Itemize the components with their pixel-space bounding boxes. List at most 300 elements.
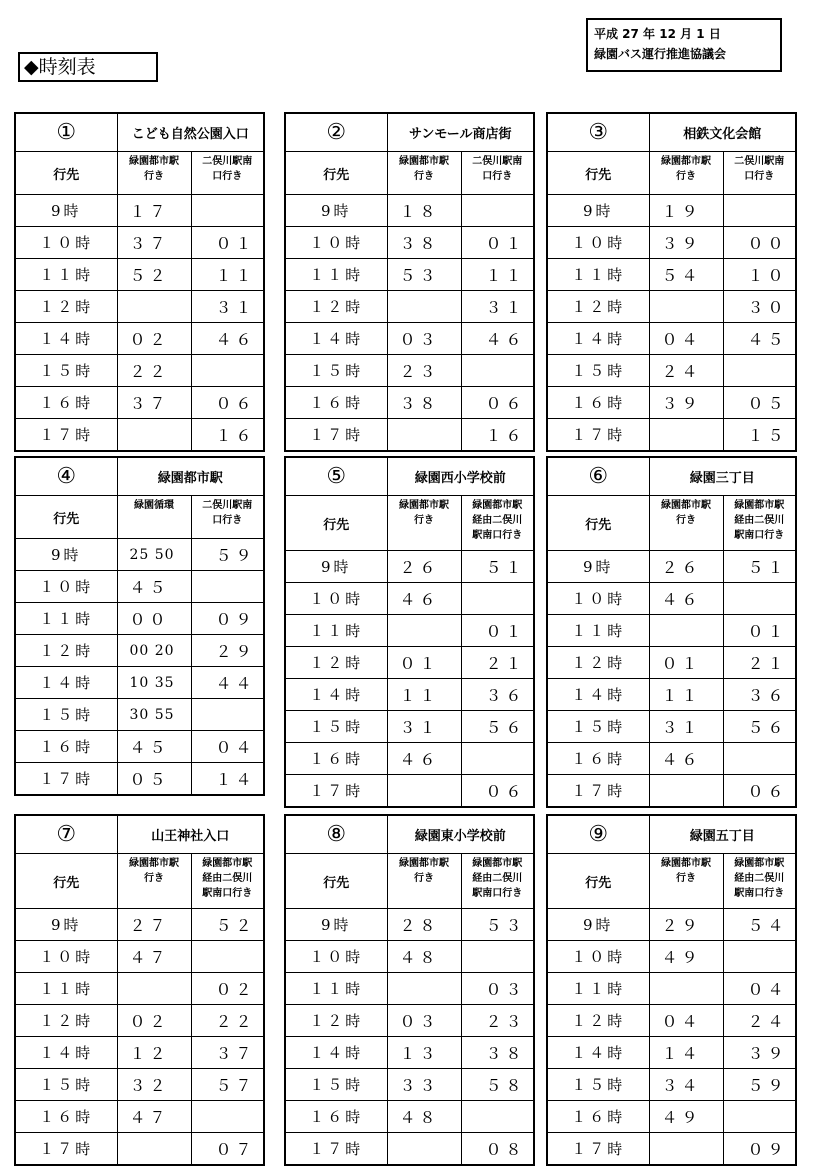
hour-cell: １６時	[547, 387, 649, 419]
minute-cell: １１	[387, 679, 461, 711]
stop-name: こども自然公園入口	[117, 113, 264, 152]
minute-cell: ２８	[387, 909, 461, 941]
table-row	[15, 539, 264, 571]
minute-cell: ３１	[461, 291, 534, 323]
page-title: ◆時刻表	[18, 52, 158, 82]
hour-cell: 9時	[15, 539, 117, 571]
table-row	[285, 551, 534, 583]
minute-cell	[723, 195, 796, 227]
hour-cell: １５時	[547, 1069, 649, 1101]
hour-cell: １１時	[285, 973, 387, 1005]
minute-cell: ０３	[387, 323, 461, 355]
table-row	[15, 763, 264, 796]
hour-cell: １０時	[15, 227, 117, 259]
minute-cell	[117, 1133, 191, 1166]
minute-cell	[461, 583, 534, 615]
table-row	[547, 711, 796, 743]
minute-cell: ５９	[723, 1069, 796, 1101]
hour-cell: １５時	[547, 355, 649, 387]
minute-cell	[461, 941, 534, 973]
table-row	[285, 909, 534, 941]
hour-cell: １４時	[285, 323, 387, 355]
minute-cell: ３０	[723, 291, 796, 323]
minute-cell: ０４	[649, 1005, 723, 1037]
hour-cell: １０時	[285, 583, 387, 615]
minute-cell: ４５	[723, 323, 796, 355]
minute-cell	[723, 743, 796, 775]
hour-cell: １４時	[547, 679, 649, 711]
table-row	[15, 291, 264, 323]
minute-cell	[649, 973, 723, 1005]
minute-cell: ３６	[461, 679, 534, 711]
minute-cell: ２１	[461, 647, 534, 679]
minute-cell: ２９	[191, 635, 264, 667]
minute-cell: ５８	[461, 1069, 534, 1101]
hour-cell: １２時	[285, 647, 387, 679]
hour-cell: １２時	[15, 1005, 117, 1037]
table-row	[15, 973, 264, 1005]
minute-cell: ０２	[117, 323, 191, 355]
table-row	[285, 291, 534, 323]
table-row	[547, 775, 796, 808]
table-row	[285, 1037, 534, 1069]
minute-cell: ０４	[649, 323, 723, 355]
table-row	[547, 291, 796, 323]
table-row	[285, 941, 534, 973]
column-header: 二俣川駅南 口行き	[461, 152, 534, 195]
minute-cell: ４９	[649, 941, 723, 973]
column-header: 緑園都市駅 経由二俣川 駅南口行き	[461, 496, 534, 551]
column-header: 緑園都市駅 行き	[387, 854, 461, 909]
hour-cell: １６時	[15, 387, 117, 419]
minute-cell: ０２	[117, 1005, 191, 1037]
minute-cell: ４６	[191, 323, 264, 355]
minute-cell	[649, 615, 723, 647]
minute-cell: ３３	[387, 1069, 461, 1101]
table-row	[15, 355, 264, 387]
minute-cell: ５２	[117, 259, 191, 291]
table-row	[285, 195, 534, 227]
hour-cell: １６時	[285, 1101, 387, 1133]
minute-cell: ４６	[387, 583, 461, 615]
stop-number: ⑤	[285, 457, 387, 496]
hour-cell: １５時	[15, 699, 117, 731]
table-row	[15, 1037, 264, 1069]
minute-cell: ４６	[461, 323, 534, 355]
issuer-box	[586, 18, 782, 72]
stop-name: サンモール商店街	[387, 113, 534, 152]
minute-cell: ５１	[461, 551, 534, 583]
minute-cell: ０５	[117, 763, 191, 796]
minute-cell	[117, 419, 191, 452]
minute-cell: ５３	[387, 259, 461, 291]
hour-cell: １０時	[547, 583, 649, 615]
minute-cell: １９	[649, 195, 723, 227]
minute-cell: ２３	[461, 1005, 534, 1037]
minute-cell: 10 35	[117, 667, 191, 699]
minute-cell: ３８	[387, 387, 461, 419]
hour-cell: １２時	[547, 291, 649, 323]
minute-cell: ０１	[191, 227, 264, 259]
minute-cell	[191, 941, 264, 973]
minute-cell: ０３	[461, 973, 534, 1005]
hour-cell: １７時	[285, 419, 387, 452]
hour-cell: １５時	[15, 1069, 117, 1101]
timetable-stop-9	[546, 814, 797, 1166]
hour-cell: １６時	[285, 743, 387, 775]
minute-cell: １８	[387, 195, 461, 227]
minute-cell: １４	[191, 763, 264, 796]
table-row	[285, 1069, 534, 1101]
hour-cell: １７時	[547, 775, 649, 808]
minute-cell: ３７	[117, 227, 191, 259]
minute-cell: ０６	[461, 387, 534, 419]
minute-cell: ３７	[117, 387, 191, 419]
minute-cell: ５１	[723, 551, 796, 583]
hour-cell: １６時	[547, 743, 649, 775]
hour-cell: １０時	[285, 227, 387, 259]
minute-cell: ２６	[649, 551, 723, 583]
table-row	[15, 1101, 264, 1133]
minute-cell: ０６	[461, 775, 534, 808]
table-row	[547, 583, 796, 615]
stop-name: 緑園東小学校前	[387, 815, 534, 854]
minute-cell: １０	[723, 259, 796, 291]
minute-cell: ３１	[649, 711, 723, 743]
stop-name: 緑園西小学校前	[387, 457, 534, 496]
minute-cell	[387, 775, 461, 808]
hour-cell: １２時	[547, 647, 649, 679]
table-row	[285, 711, 534, 743]
stop-name: 緑園都市駅	[117, 457, 264, 496]
column-header: 緑園都市駅 行き	[649, 854, 723, 909]
hour-cell: １６時	[285, 387, 387, 419]
minute-cell	[649, 775, 723, 808]
hour-cell: 9時	[547, 195, 649, 227]
table-row	[285, 227, 534, 259]
minute-cell: ０１	[387, 647, 461, 679]
minute-cell: ０１	[461, 227, 534, 259]
column-header: 二俣川駅南 口行き	[723, 152, 796, 195]
table-row	[547, 323, 796, 355]
minute-cell: ４９	[649, 1101, 723, 1133]
minute-cell: １６	[461, 419, 534, 452]
hour-cell: １１時	[547, 615, 649, 647]
minute-cell: １１	[649, 679, 723, 711]
table-row	[547, 355, 796, 387]
minute-cell: ４４	[191, 667, 264, 699]
minute-cell	[117, 291, 191, 323]
hour-cell: １４時	[547, 1037, 649, 1069]
minute-cell: ０８	[461, 1133, 534, 1166]
column-header: 二俣川駅南 口行き	[191, 496, 264, 539]
table-row	[15, 1005, 264, 1037]
minute-cell: ０１	[649, 647, 723, 679]
hour-cell: １５時	[285, 355, 387, 387]
minute-cell: ５３	[461, 909, 534, 941]
table-row	[15, 731, 264, 763]
minute-cell: ４７	[117, 1101, 191, 1133]
minute-cell: ２６	[387, 551, 461, 583]
minute-cell: ００	[723, 227, 796, 259]
hour-cell: １４時	[285, 1037, 387, 1069]
table-row	[547, 195, 796, 227]
hour-cell: １２時	[547, 1005, 649, 1037]
table-row	[15, 227, 264, 259]
minute-cell	[387, 973, 461, 1005]
table-row	[285, 679, 534, 711]
table-row	[15, 195, 264, 227]
table-row	[285, 387, 534, 419]
minute-cell: ５４	[723, 909, 796, 941]
table-row	[547, 259, 796, 291]
destination-header: 行先	[547, 152, 649, 195]
minute-cell: ３９	[649, 227, 723, 259]
table-row	[547, 941, 796, 973]
minute-cell: ３８	[461, 1037, 534, 1069]
hour-cell: １７時	[285, 1133, 387, 1166]
minute-cell: １３	[387, 1037, 461, 1069]
table-row	[547, 1069, 796, 1101]
table-row	[547, 1101, 796, 1133]
minute-cell: ２１	[723, 647, 796, 679]
table-row	[15, 1133, 264, 1166]
stop-number: ⑦	[15, 815, 117, 854]
minute-cell: ２２	[191, 1005, 264, 1037]
minute-cell	[191, 1101, 264, 1133]
minute-cell: ０６	[191, 387, 264, 419]
minute-cell: ５９	[191, 539, 264, 571]
minute-cell	[723, 941, 796, 973]
column-header: 緑園都市駅 経由二俣川 駅南口行き	[461, 854, 534, 909]
minute-cell	[387, 419, 461, 452]
minute-cell	[191, 699, 264, 731]
minute-cell: ３７	[191, 1037, 264, 1069]
minute-cell: ０５	[723, 387, 796, 419]
hour-cell: １０時	[15, 941, 117, 973]
timetable-stop-1	[14, 112, 265, 452]
minute-cell	[117, 973, 191, 1005]
minute-cell: ５７	[191, 1069, 264, 1101]
table-row	[285, 583, 534, 615]
minute-cell: ４８	[387, 1101, 461, 1133]
hour-cell: １７時	[15, 419, 117, 452]
timetable-stop-7	[14, 814, 265, 1166]
table-row	[285, 355, 534, 387]
minute-cell: １１	[191, 259, 264, 291]
hour-cell: １５時	[15, 355, 117, 387]
stop-number: ②	[285, 113, 387, 152]
minute-cell	[461, 743, 534, 775]
minute-cell: ４８	[387, 941, 461, 973]
minute-cell: ３８	[387, 227, 461, 259]
hour-cell: １７時	[547, 419, 649, 452]
minute-cell: ０９	[191, 603, 264, 635]
hour-cell: 9時	[285, 909, 387, 941]
table-row	[15, 1069, 264, 1101]
table-row	[547, 227, 796, 259]
minute-cell: 00 20	[117, 635, 191, 667]
hour-cell: １４時	[15, 1037, 117, 1069]
table-row	[547, 615, 796, 647]
minute-cell	[191, 571, 264, 603]
column-header: 緑園循環	[117, 496, 191, 539]
stop-number: ⑥	[547, 457, 649, 496]
hour-cell: 9時	[15, 909, 117, 941]
column-header: 緑園都市駅 行き	[649, 496, 723, 551]
minute-cell: ０１	[723, 615, 796, 647]
timetable-stop-4	[14, 456, 265, 796]
stop-number: ④	[15, 457, 117, 496]
minute-cell: ５６	[723, 711, 796, 743]
hour-cell: １１時	[15, 973, 117, 1005]
hour-cell: １７時	[15, 763, 117, 796]
hour-cell: 9時	[15, 195, 117, 227]
table-row	[285, 647, 534, 679]
destination-header: 行先	[285, 854, 387, 909]
hour-cell: １４時	[15, 323, 117, 355]
destination-header: 行先	[547, 854, 649, 909]
minute-cell: ２４	[723, 1005, 796, 1037]
minute-cell: ０２	[191, 973, 264, 1005]
minute-cell: ０４	[723, 973, 796, 1005]
table-row	[15, 699, 264, 731]
minute-cell: ０３	[387, 1005, 461, 1037]
table-row	[15, 667, 264, 699]
hour-cell: １７時	[15, 1133, 117, 1166]
table-row	[285, 419, 534, 452]
timetable-stop-6	[546, 456, 797, 808]
table-row	[15, 635, 264, 667]
table-row	[15, 941, 264, 973]
minute-cell: ３９	[649, 387, 723, 419]
hour-cell: １１時	[15, 603, 117, 635]
minute-cell: ３１	[191, 291, 264, 323]
minute-cell: ２２	[117, 355, 191, 387]
hour-cell: １４時	[547, 323, 649, 355]
table-row	[547, 1037, 796, 1069]
minute-cell: 25 50	[117, 539, 191, 571]
minute-cell	[461, 355, 534, 387]
hour-cell: １６時	[15, 1101, 117, 1133]
column-header: 緑園都市駅 行き	[387, 152, 461, 195]
minute-cell	[461, 195, 534, 227]
hour-cell: １１時	[285, 615, 387, 647]
minute-cell: ２３	[387, 355, 461, 387]
stop-number: ①	[15, 113, 117, 152]
hour-cell: １５時	[547, 711, 649, 743]
minute-cell: ０１	[461, 615, 534, 647]
column-header: 緑園都市駅 行き	[387, 496, 461, 551]
table-row	[285, 743, 534, 775]
minute-cell: ３２	[117, 1069, 191, 1101]
column-header: 緑園都市駅 行き	[117, 152, 191, 195]
minute-cell: ３９	[723, 1037, 796, 1069]
hour-cell: １４時	[15, 667, 117, 699]
minute-cell: ５６	[461, 711, 534, 743]
table-row	[285, 1005, 534, 1037]
table-row	[285, 1133, 534, 1166]
minute-cell: ２７	[117, 909, 191, 941]
hour-cell: 9時	[285, 195, 387, 227]
minute-cell	[387, 291, 461, 323]
table-row	[547, 743, 796, 775]
table-row	[547, 551, 796, 583]
table-row	[547, 909, 796, 941]
minute-cell: ２９	[649, 909, 723, 941]
minute-cell: ０９	[723, 1133, 796, 1166]
destination-header: 行先	[285, 496, 387, 551]
minute-cell: ３４	[649, 1069, 723, 1101]
minute-cell: ３１	[387, 711, 461, 743]
hour-cell: １１時	[15, 259, 117, 291]
hour-cell: １０時	[15, 571, 117, 603]
table-row	[285, 259, 534, 291]
stop-name: 緑園五丁目	[649, 815, 796, 854]
hour-cell: １４時	[285, 679, 387, 711]
minute-cell	[723, 583, 796, 615]
issuer-org: 緑園バス運行推進協議会	[594, 47, 727, 61]
minute-cell	[191, 195, 264, 227]
minute-cell: ０４	[191, 731, 264, 763]
stop-name: 山王神社入口	[117, 815, 264, 854]
minute-cell: ４６	[649, 743, 723, 775]
hour-cell: １２時	[285, 1005, 387, 1037]
hour-cell: １２時	[15, 291, 117, 323]
hour-cell: 9時	[285, 551, 387, 583]
table-row	[285, 775, 534, 808]
minute-cell	[387, 1133, 461, 1166]
table-row	[547, 419, 796, 452]
minute-cell: １７	[117, 195, 191, 227]
minute-cell: ００	[117, 603, 191, 635]
column-header: 緑園都市駅 経由二俣川 駅南口行き	[191, 854, 264, 909]
minute-cell: ０６	[723, 775, 796, 808]
minute-cell	[723, 1101, 796, 1133]
minute-cell: １２	[117, 1037, 191, 1069]
minute-cell	[461, 1101, 534, 1133]
destination-header: 行先	[547, 496, 649, 551]
stop-name: 相鉄文化会館	[649, 113, 796, 152]
table-row	[285, 1101, 534, 1133]
hour-cell: １０時	[547, 941, 649, 973]
hour-cell: １５時	[285, 711, 387, 743]
table-row	[285, 973, 534, 1005]
minute-cell: ２４	[649, 355, 723, 387]
hour-cell: １２時	[15, 635, 117, 667]
table-row	[285, 323, 534, 355]
hour-cell: １１時	[285, 259, 387, 291]
table-row	[15, 323, 264, 355]
hour-cell: １６時	[547, 1101, 649, 1133]
minute-cell: ５４	[649, 259, 723, 291]
minute-cell: ４６	[387, 743, 461, 775]
timetable-stop-5	[284, 456, 535, 808]
minute-cell: １５	[723, 419, 796, 452]
minute-cell: ３６	[723, 679, 796, 711]
hour-cell: １１時	[547, 259, 649, 291]
hour-cell: １７時	[547, 1133, 649, 1166]
minute-cell	[723, 355, 796, 387]
table-row	[15, 387, 264, 419]
minute-cell: ０７	[191, 1133, 264, 1166]
minute-cell: １１	[461, 259, 534, 291]
destination-header: 行先	[15, 496, 117, 539]
hour-cell: １７時	[285, 775, 387, 808]
table-row	[15, 259, 264, 291]
timetable-stop-2	[284, 112, 535, 452]
table-row	[15, 571, 264, 603]
